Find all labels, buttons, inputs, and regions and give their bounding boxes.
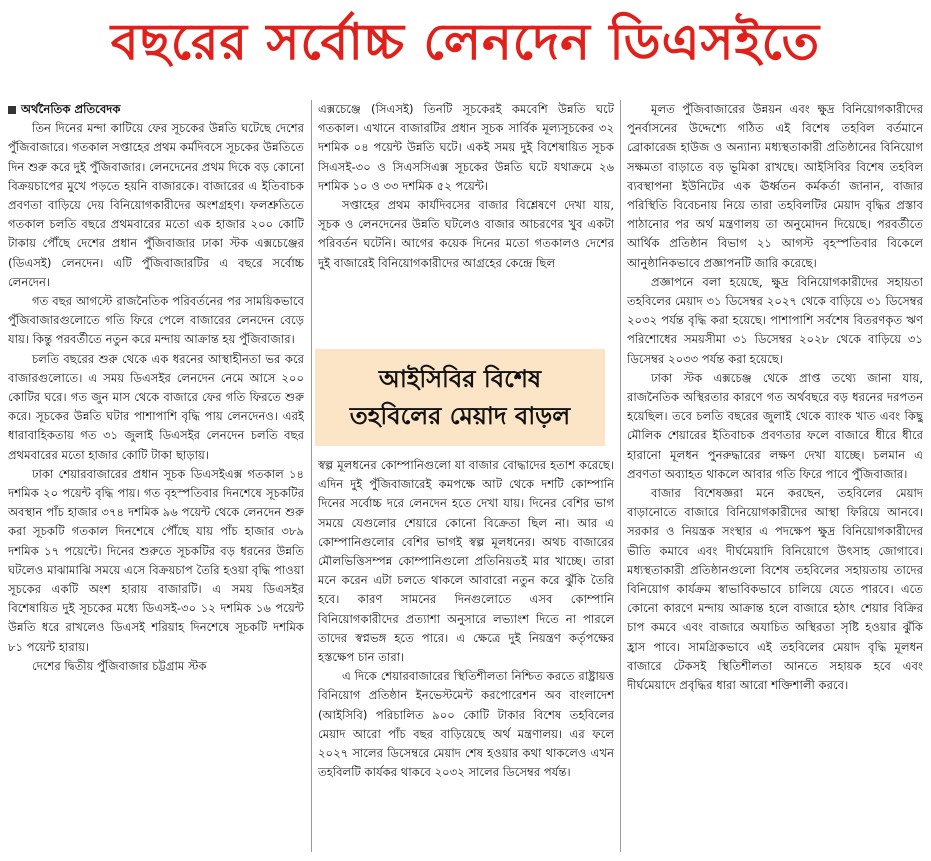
- subheadline-line-1: আইসিবির বিশেষ: [378, 364, 542, 393]
- headline: বছরের সর্বোচ্চ লেনদেন ডিএসইতে: [110, 12, 821, 71]
- paragraph: তিন দিনের মন্দা কাটিয়ে ফের সূচকের উন্নতি ঘটেছে দেশের পুঁজিবাজারে। গতকাল সপ্তাহের প্রথম কর্মদিবসে সূচকের উন্নতিতে দিন শুরু করে দুই পুঁজিবাজার। লেনদেনের প্রথম দিকে বড় কোনো বিক্রয়চাপের মুখে পড়তে হয়নি বাজারকে। বাজারের এ ইতিবাচক প্রবণতা বাড়িয়ে দেয় বিনিয়োগকারীদের অংশগ্রহণ। ফলশ্রুতিতে গতকাল চলতি বছরে প্রথমবারের মতো এক হাজার ২০০ কোটি টাকায় পৌঁছে দেশের প্রধান পুঁজিবাজার ঢাকা স্টক এক্সচেঞ্জের (ডিএসই) লেনদেন। এটি পুঁজিবাজারটির এ বছরে সর্বোচ্চ লেনদেন।: [8, 121, 304, 289]
- column-1: [8, 100, 304, 858]
- paragraph: চলতি বছরের শুরু থেকে এক ধরনের আস্থাহীনতা ভর করে বাজারগুলোতে। এ সময় ডিএসইর লেনদেন নেমে আসে ২০০ কোটির ঘরে। গত জুন মাস থেকে বাজারে ফের গতি ফিরতে শুরু করে। সূচকের উন্নতি ঘটার পাশাপাশি বৃদ্ধি পায় লেনদেনও। এরই ধারাবাহিকতায় গত ৩১ জুলাই ডিএসইর লেনদেন চলতি বছর প্রথমবারের মতো হাজার কোটি টাকা ছাড়ায়।: [8, 351, 304, 462]
- byline: [8, 100, 304, 119]
- paragraph: বাজার বিশেষজ্ঞরা মনে করছেন, তহবিলের মেয়াদ বাড়ানোতে বাজারে বিনিয়োগকারীদের আস্থা ফিরিয়ে আনবে। সরকার ও নিয়ন্ত্রক সংস্থার এ পদক্ষেপ ক্ষুদ্র বিনিয়োগকারীদের ভীতি কমাবে এবং দীর্ঘমেয়াদি বিনিয়োগে উৎসাহ জোগাবে। মধ্যস্থতাকারী প্রতিষ্ঠানগুলো বিশেষ তহবিলের সহায়তায় তাদের বিনিয়োগ কার্যক্রম স্বাভাবিকভাবে চালিয়ে যেতে পারবে। এতে কোনো কারণে মন্দায় আক্রান্ত হলে বাজারে হঠাৎ শেয়ার বিক্রির চাপ কমবে এবং বাজারে অযাচিত অস্থিরতা সৃষ্টি হওয়ার ঝুঁকি হ্রাস পাবে। সামগ্রিকভাবে এই তহবিলের মেয়াদ বৃদ্ধি মূলধন বাজারে টেকসই স্থিতিশীলতা আনতে সহায়ক হবে এবং দীর্ঘমেয়াদে প্রবৃদ্ধির ধারা আরো শক্তিশালী করবে।: [627, 486, 923, 693]
- paragraph: এক্সচেঞ্জে (সিএসই) তিনটি সূচকেরই কমবেশি উন্নতি ঘটে গতকাল। এখানে বাজারটির প্রধান সূচক সার্বিক মূল্যসূচকের ৩২ দশমিক ০৪ পয়েন্ট উন্নতি ঘটে। একই সময় দুই বিশেষায়িত সূচক সিএসই-৩০ ও সিএসসিএক্স সূচকের উন্নতি ঘটে যথাক্রমে ২৬ দশমিক ১০ ও ৩৩ দশমিক ৫২ পয়েন্ট।: [318, 102, 614, 193]
- paragraph: দেশের দ্বিতীয় পুঁজিবাজার চট্টগ্রাম স্টক: [32, 658, 207, 673]
- bullet-square-icon: [8, 106, 16, 114]
- column-2-bottom: [318, 456, 614, 856]
- column-divider: [620, 100, 621, 852]
- paragraph: মূলত পুঁজিবাজারের উন্নয়ন এবং ক্ষুদ্র বিনিয়োগকারীদের পুনর্বাসনের উদ্দেশ্যে গঠিত এই বিশেষ তহবিল বর্তমানে ব্রোকারেজ হাউজ ও অন্যান্য মধ্যস্থতাকারী প্রতিষ্ঠানের বিনিয়োগ সক্ষমতা বাড়াতে বড় ভূমিকা রাখছে। আইসিবির বিশেষ তহবিল ব্যবস্থাপনা ইউনিটের এক ঊর্ধ্বতন কর্মকর্তা জানান, বাজার পরিস্থিতি বিবেচনায় নিয়ে তারা তহবিলটির মেয়াদ বৃদ্ধির প্রস্তাব পাঠানোর পর অর্থ মন্ত্রণালয় তা অনুমোদন দিয়েছে। পরবর্তীতে আর্থিক প্রতিষ্ঠান বিভাগ ২১ আগস্ট বৃহস্পতিবার বিকেলে আনুষ্ঠানিকভাবে প্রজ্ঞাপনটি জারি করেছে।: [627, 102, 923, 270]
- byline-text: অর্থনৈতিক প্রতিবেদক: [21, 102, 121, 116]
- paragraph: এ দিকে শেয়ারবাজারের স্থিতিশীলতা নিশ্চিত করতে রাষ্ট্রায়ত্ত বিনিয়োগ প্রতিষ্ঠান ইনভেস্টমেন্ট করপোরেশন অব বাংলাদেশ (আইসিবি) পরিচালিত ৯০০ কোটি টাকার বিশেষ তহবিলের মেয়াদ আরো পাঁচ বছর বাড়িয়েছে অর্থ মন্ত্রণালয়। এর ফলে ২০২৭ সালের ডিসেম্বরে মেয়াদ শেষ হওয়ার কথা থাকলেও এখন তহবিলটি কার্যকর থাকবে ২০৩২ সালের ডিসেম্বর পর্যন্ত।: [318, 669, 614, 780]
- subheadline-line-2: তহবিলের মেয়াদ বাড়ল: [349, 401, 571, 430]
- paragraph: গত বছর আগস্টে রাজনৈতিক পরিবর্তনের পর সাময়িকভাবে পুঁজিবাজারগুলোতে গতি ফিরে পেলে বাজারের লেনদেন বেড়ে যায়। কিন্তু পরবর্তীতে নতুন করে মন্দায় আক্রান্ত হয় পুঁজিবাজার।: [8, 294, 304, 347]
- column-divider: [311, 100, 312, 852]
- paragraph: ঢাকা স্টক এক্সচেঞ্জ থেকে প্রাপ্ত তথ্যে জানা যায়, রাজনৈতিক অস্থিরতার কারণে গত অর্থবছরে বড় ধরনের দরপতন হয়েছিল। তবে চলতি বছরের জুলাই থেকে ব্যাংক খাত এবং কিছু মৌলিক শেয়ারের ইতিবাচক প্রবণতার ফলে বাজারে ধীরে ধীরে হারানো মূলধন পুনরুদ্ধারের লক্ষণ দেখা যাচ্ছে। চলমান এ প্রবণতা অব্যাহত থাকলে আবার গতি ফিরে পাবে পুঁজিবাজার।: [627, 370, 923, 481]
- column-2-top: [318, 100, 614, 342]
- paragraph: সপ্তাহের প্রথম কার্যদিবসের বাজার বিশ্লেষণে দেখা যায়, সূচক ও লেনদেনের উন্নতি ঘটলেও বাজার আচরণের খুব একটা পরিবর্তন ঘটেনি। আগের কয়েক দিনের মতো গতকালও দেশের দুই বাজারেই বিনিয়োগকারীদের আগ্রহের কেন্দ্রে ছিল: [318, 198, 614, 270]
- column-3: [627, 100, 923, 858]
- paragraph: ঢাকা শেয়ারবাজারের প্রধান সূচক ডিএসইএক্স গতকাল ১৪ দশমিক ২০ পয়েন্ট বৃদ্ধি পায়। গত বৃহস্পতিবার দিনশেষে সূচকটির অবস্থান পাঁচ হাজার ৩৭৪ দশমিক ৯৬ পয়েন্ট থেকে লেনদেন শুরু করা সূচকটি গতকাল দিনশেষে পৌঁছে যায় পাঁচ হাজার ৩৮৯ দশমিক ১৭ পয়েন্টে। দিনের শুরুতে সূচকটির বড় ধরনের উন্নতি ঘটলেও মাঝামাঝি সময়ে এসে বিক্রয়চাপ তৈরি হওয়া বৃদ্ধি পাওয়া সূচকের একটি অংশ হারায় বাজারটি। এ সময় ডিএসইর বিশেষায়িত দুই সূচকের মধ্যে ডিএসই-৩০ ১২ দশমিক ১৬ পয়েন্ট উন্নতি ধরে রাখলেও ডিএসই শরিয়াহ দিনশেষে সূচকটি দশমিক ৮১ পয়েন্ট হারায়।: [8, 466, 304, 654]
- paragraph: স্বল্প মূলধনের কোম্পানিগুলো যা বাজার বোদ্ধাদের হতাশ করেছে। এদিন দুই পুঁজিবাজারেই কমপক্ষে আট থেকে দশটি কোম্পানি দিনের সর্বোচ্চ দরে লেনদেন হতে দেখা যায়। দিনের বেশির ভাগ সময়ে যেগুলোর শেয়ারে কোনো বিক্রেতা ছিল না। আর এ কোম্পানিগুলোর বেশির ভাগই স্বল্প মূলধনের। অথচ বাজারের মৌলভিত্তিসম্পন্ন কোম্পানিগুলো প্রতিনিয়তই মার খাচ্ছে। তারা মনে করেন এটা চলতে থাকলে আবারো নতুন করে ঝুঁকি তৈরি হবে। কারণ সামনের দিনগুলোতে এসব কোম্পানি বিনিয়োগকারীদের প্রত্যাশা অনুসারে লভ্যাংশ দিতে না পারলে তাদের স্বপ্নভঙ্গ হতে পারে। এ ক্ষেত্রে দুই নিয়ন্ত্রণ কর্তৃপক্ষের হস্তক্ষেপ চান তারা।: [318, 458, 614, 665]
- paragraph: প্রজ্ঞাপনে বলা হয়েছে, ক্ষুদ্র বিনিয়োগকারীদের সহায়তা তহবিলের মেয়াদ ৩১ ডিসেম্বর ২০২৭ থেকে বাড়িয়ে ৩১ ডিসেম্বর ২০৩২ পর্যন্ত বৃদ্ধি করা হয়েছে। পাশাপাশি সর্বশেষ বিতরণকৃত ঋণ পরিশোধের সময়সীমা ৩১ ডিসেম্বর ২০২৮ থেকে বাড়িয়ে ৩১ ডিসেম্বর ২০৩৩ পর্যন্ত করা হয়েছে।: [627, 274, 923, 366]
- subheadline-box: [315, 349, 605, 446]
